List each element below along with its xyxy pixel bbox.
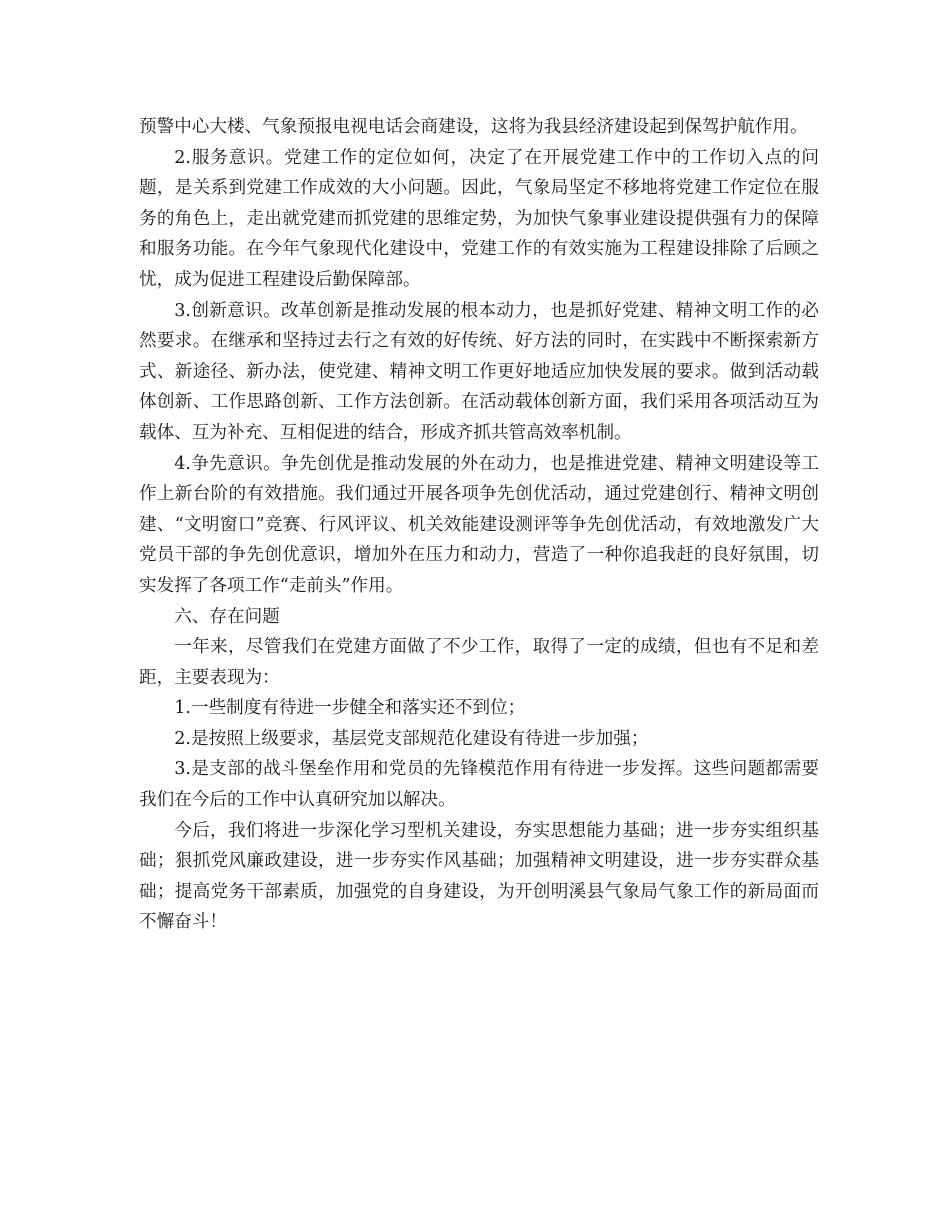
- paragraph-future-plans: 今后，我们将进一步深化学习型机关建设，夯实思想能力基础；进一步夯实组织基础；狠抓党风廉政建设，进一步夯实作风基础；加强精神文明建设，进一步夯实群众基础；提高党务干部素质，加强党的自身建设，为开创明溪县气象局气象工作的新局面而不懈奋斗！: [139, 820, 819, 933]
- list-item-problem-2: 2.是按照上级要求，基层党支部规范化建设有待进一步加强；: [174, 728, 649, 749]
- list-item-problem-1: 1.一些制度有待进一步健全和落实还不到位；: [174, 698, 526, 719]
- paragraph-intro-continuation: 预警中心大楼、气象预报电视电话会商建设，这将为我县经济建设起到保驾护航作用。: [139, 117, 808, 137]
- list-item-problem-3: 3.是支部的战斗堡垒作用和党员的先锋模范作用有待进一步发挥。这些问题都需要我们在今后的工作中认真研究加以解决。: [139, 759, 819, 811]
- document-body: [139, 112, 819, 938]
- paragraph-problems-summary: 一年来，尽管我们在党建方面做了不少工作，取得了一定的成绩，但也有不足和差距，主要表现为：: [139, 637, 819, 688]
- paragraph-service-awareness: 2.服务意识。党建工作的定位如何，决定了在开展党建工作中的工作切入点的问题，是关系到党建工作成效的大小问题。因此，气象局坚定不移地将党建工作定位在服务的角色上，走出就党建而抓党建的思维定势，为加快气象事业建设提供强有力的保障和服务功能。在今年气象现代化建设中，党建工作的有效实施为工程建设排除了后顾之忧，成为促进工程建设后勤保障部。: [139, 147, 819, 290]
- paragraph-innovation-awareness: 3.创新意识。改革创新是推动发展的根本动力，也是抓好党建、精神文明工作的必然要求。在继承和坚持过去行之有效的好传统、好方法的同时，在实践中不断探索新方式、新途径、新办法，使党建、精神文明工作更好地适应加快发展的要求。做到活动载体创新、工作思路创新、工作方法创新。在活动载体创新方面，我们采用各项活动互为载体、互为补充、互相促进的结合，形成齐抓共管高效率机制。: [139, 300, 819, 443]
- section-heading-existing-problems: 六、存在问题: [174, 606, 280, 627]
- paragraph-excellence-awareness: 4.争先意识。争先创优是推动发展的外在动力，也是推进党建、精神文明建设等工作上新台阶的有效措施。我们通过开展各项争先创优活动，通过党建创行、精神文明创建、“文明窗口”竞赛、行风评议、机关效能建设测评等争先创优活动，有效地激发广大党员干部的争先创优意识，增加外在压力和动力，营造了一种你追我赶的良好氛围，切实发挥了各项工作“走前头”作用。: [139, 453, 819, 596]
